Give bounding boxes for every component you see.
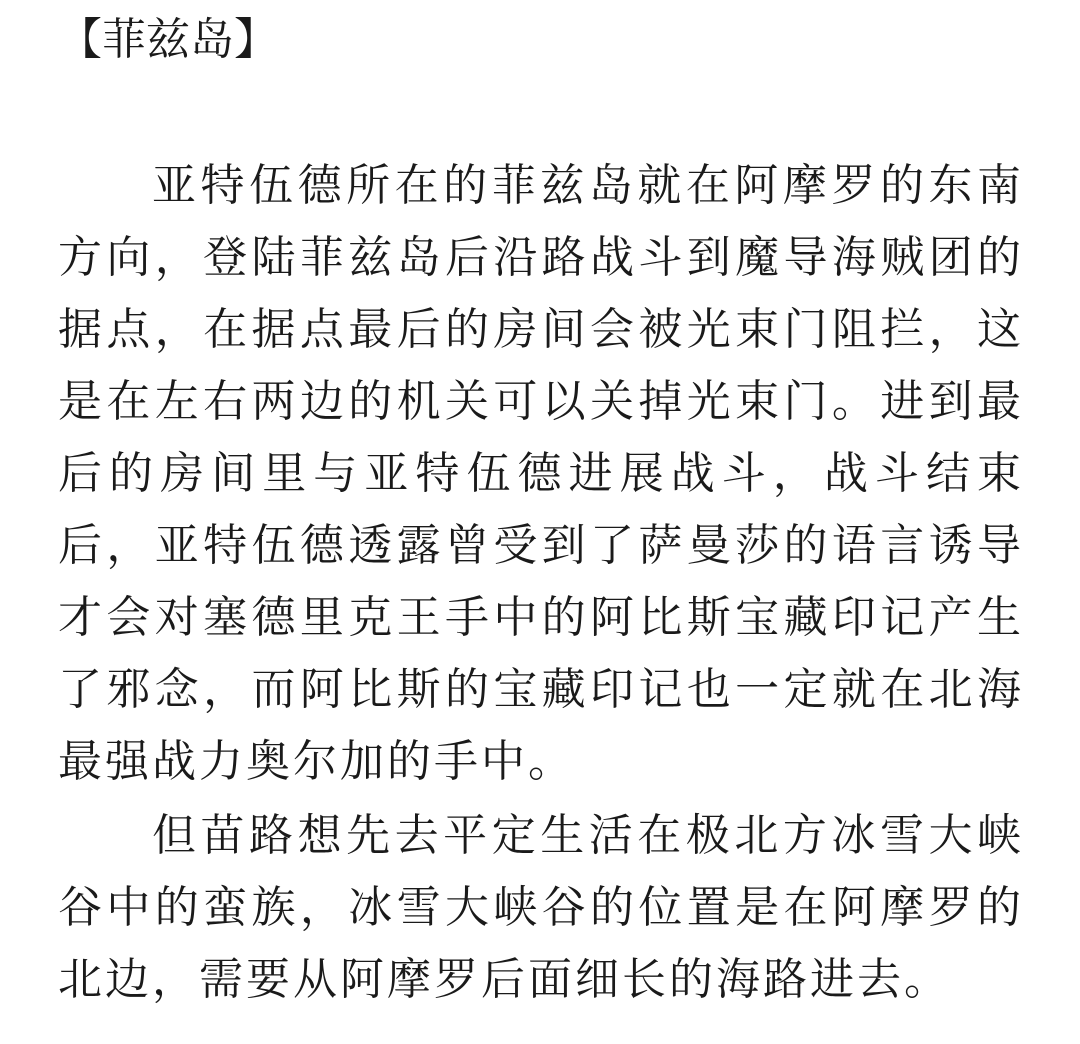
paragraph-1: 亚特伍德所在的菲兹岛就在阿摩罗的东南方向，登陆菲兹岛后沿路战斗到魔导海贼团的据点，在据点最后的房间会被光束门阻拦，这是在左右两边的机关可以关掉光束门。进到最后的房间里与亚特伍德进展战斗，战斗结束后，亚特伍德透露曾受到了萨曼莎的语言诱导才会对塞德里克王手中的阿比斯宝藏印记产生了邪念，而阿比斯的宝藏印记也一定就在北海最强战力奥尔加的手中。: [58, 160, 1024, 787]
section-heading: 【菲兹岛】: [58, 14, 278, 65]
paragraph-2: 但苗路想先去平定生活在极北方冰雪大峡谷中的蛮族，冰雪大峡谷的位置是在阿摩罗的北边，需要从阿摩罗后面细长的海路进去。: [58, 810, 1024, 1005]
